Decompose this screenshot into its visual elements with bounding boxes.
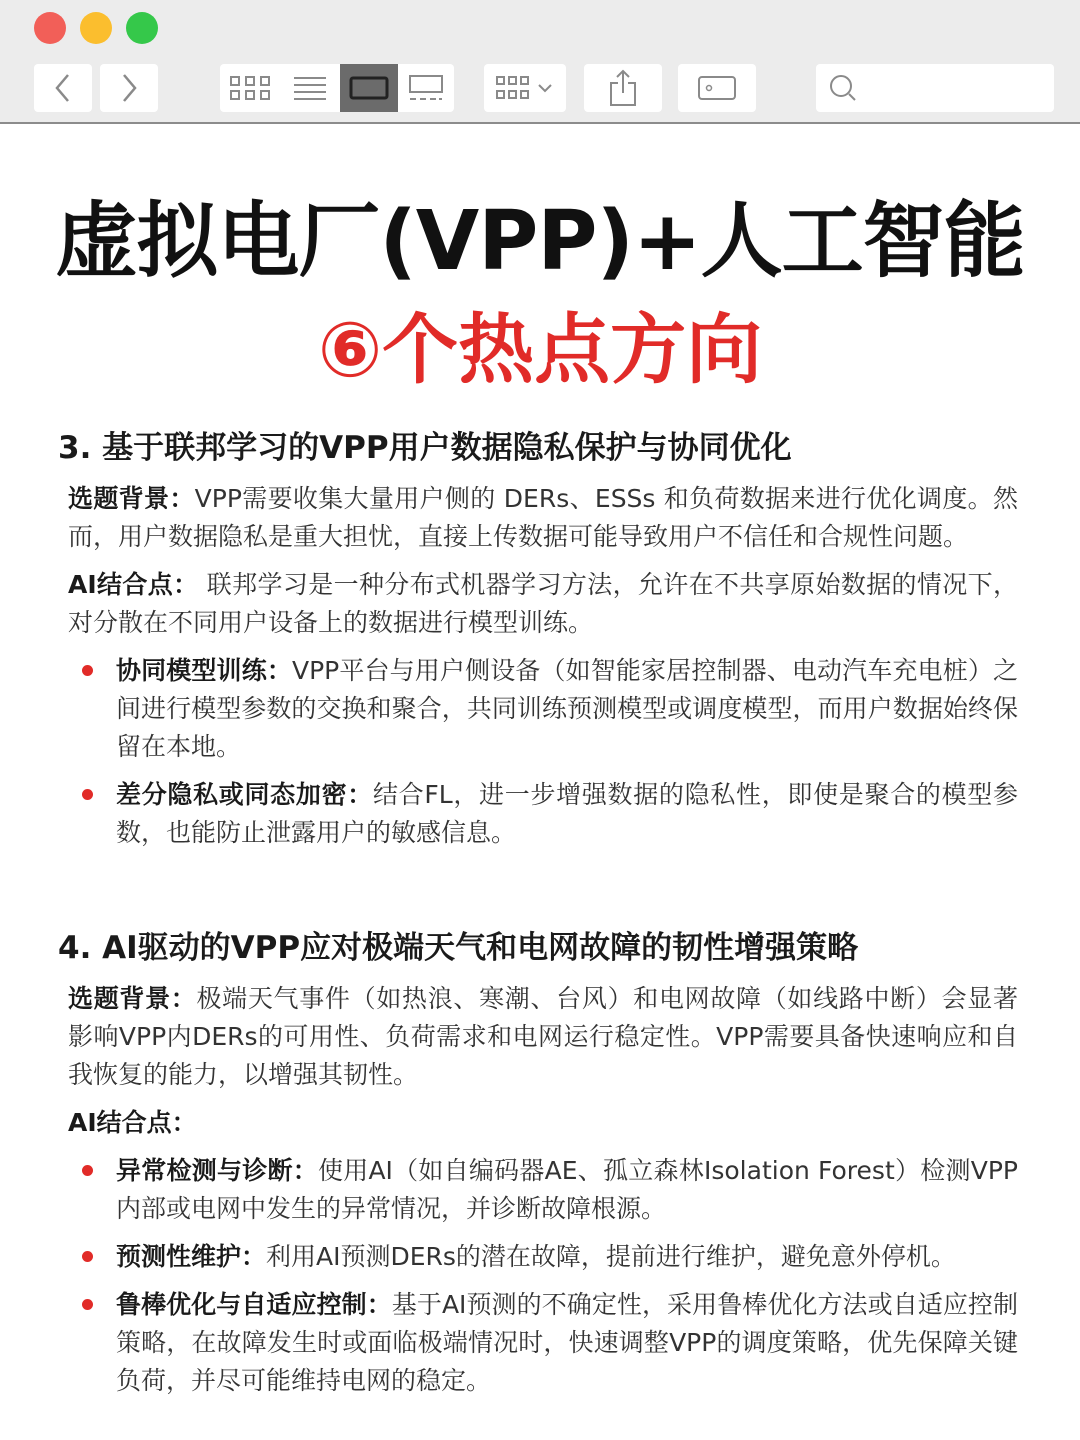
background-paragraph <box>68 980 1018 1094</box>
ai-paragraph <box>68 566 1018 642</box>
back-button[interactable] <box>34 64 92 112</box>
document-view <box>0 126 1080 1440</box>
ai-label: AI结合点： <box>68 1108 197 1137</box>
list-item <box>68 1152 1018 1228</box>
window-toolbar <box>0 0 1080 124</box>
section-heading: 3. 基于联邦学习的VPP用户数据隐私保护与协同优化 <box>58 430 792 466</box>
close-window-button[interactable] <box>34 12 66 44</box>
bullet-dot-icon <box>82 665 93 676</box>
gallery-view-icon <box>349 76 389 100</box>
coverflow-view-icon <box>407 74 445 102</box>
list-view-icon <box>293 75 327 101</box>
section-heading: 4. AI驱动的VPP应对极端天气和电网故障的韧性增强策略 <box>58 930 859 966</box>
share-icon <box>608 69 638 107</box>
tag-button[interactable] <box>678 64 756 112</box>
maximize-window-button[interactable] <box>126 12 158 44</box>
bullet-list <box>68 1152 1018 1400</box>
share-button[interactable] <box>584 64 662 112</box>
list-view-button[interactable] <box>280 64 340 112</box>
bullet-list <box>68 652 1018 852</box>
list-item <box>68 1286 1018 1400</box>
page-title: 虚拟电厂(VPP)+人工智能 <box>55 194 1025 289</box>
chevron-right-icon <box>119 72 139 104</box>
bullet-label: 协同模型训练： <box>116 656 292 685</box>
group-by-icon <box>495 75 555 101</box>
bullet-dot-icon <box>82 1299 93 1310</box>
background-text: VPP需要收集大量用户侧的 DERs、ESSs 和负荷数据来进行优化调度。然而，用户数据隐私是重大担忧，直接上传数据可能导致用户不信任和合规性问题。 <box>68 484 1018 551</box>
bullet-dot-icon <box>82 1165 93 1176</box>
background-paragraph <box>68 480 1018 556</box>
section-3 <box>58 426 1018 862</box>
chevron-left-icon <box>53 72 73 104</box>
list-item <box>68 776 1018 852</box>
section-4 <box>58 926 1018 1410</box>
bullet-text: 使用AI（如自编码器AE、孤立森林Isolation Forest）检测VPP内部或电网中发生的异常情况，并诊断故障根源。 <box>116 1156 1018 1223</box>
list-item <box>68 1238 1018 1276</box>
bullet-dot-icon <box>82 789 93 800</box>
bullet-label: 差分隐私或同态加密： <box>116 780 373 809</box>
ai-text: 联邦学习是一种分布式机器学习方法，允许在不共享原始数据的情况下，对分散在不同用户设备上的数据进行模型训练。 <box>68 570 1018 637</box>
bullet-dot-icon <box>82 1251 93 1262</box>
ai-label: AI结合点： <box>68 570 199 599</box>
bullet-text: VPP平台与用户侧设备（如智能家居控制器、电动汽车充电桩）之间进行模型参数的交换和聚合，共同训练预测模型或调度模型，而用户数据始终保留在本地。 <box>116 656 1018 761</box>
bullet-text: 利用AI预测DERs的潜在故障，提前进行维护，避免意外停机。 <box>266 1242 956 1271</box>
bullet-label: 鲁棒优化与自适应控制： <box>116 1290 392 1319</box>
page-subtitle: ⑥个热点方向 <box>317 305 763 394</box>
bullet-label: 预测性维护： <box>116 1242 267 1271</box>
view-mode-control <box>220 64 454 112</box>
grid-view-icon <box>229 75 271 101</box>
background-text: 极端天气事件（如热浪、寒潮、台风）和电网故障（如线路中断）会显著影响VPP内DERs的可用性、负荷需求和电网运行稳定性。VPP需要具备快速响应和自我恢复的能力，以增强其韧性。 <box>68 984 1018 1089</box>
gallery-view-button[interactable] <box>340 64 398 112</box>
background-label: 选题背景： <box>68 484 195 513</box>
bullet-label: 异常检测与诊断： <box>116 1156 318 1185</box>
search-field[interactable] <box>816 64 1054 112</box>
window-controls <box>34 12 158 44</box>
bullet-text: 结合FL，进一步增强数据的隐私性，即使是聚合的模型参数，也能防止泄露用户的敏感信息。 <box>116 780 1018 847</box>
bullet-text: 基于AI预测的不确定性，采用鲁棒优化方法或自适应控制策略，在故障发生时或面临极端情况时，快速调整VPP的调度策略，优先保障关键负荷，并尽可能维持电网的稳定。 <box>116 1290 1018 1395</box>
coverflow-view-button[interactable] <box>398 64 454 112</box>
icon-view-button[interactable] <box>220 64 280 112</box>
group-by-button[interactable] <box>484 64 566 112</box>
ai-paragraph <box>68 1104 1018 1142</box>
minimize-window-button[interactable] <box>80 12 112 44</box>
background-label: 选题背景： <box>68 984 197 1013</box>
search-icon <box>828 73 858 103</box>
list-item <box>68 652 1018 766</box>
tag-icon <box>697 75 737 101</box>
forward-button[interactable] <box>100 64 158 112</box>
